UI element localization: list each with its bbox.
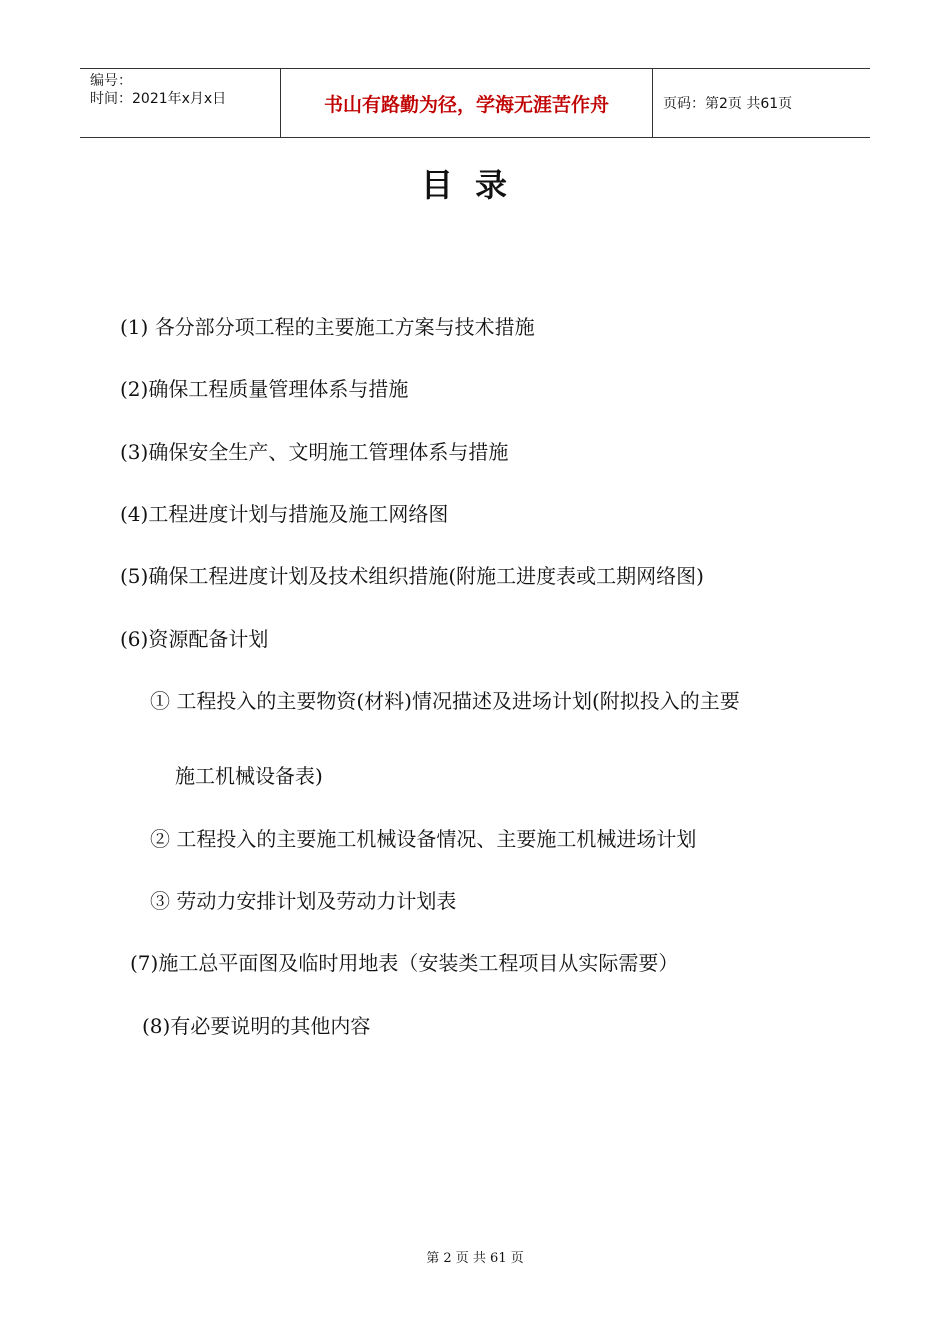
date-label: 时间：2021年x月x日: [90, 91, 227, 107]
toc-item-4: (4)工程进度计划与措施及施工网络图: [120, 502, 449, 526]
page-title: 目录: [420, 166, 529, 204]
toc-subitem-2: ② 工程投入的主要施工机械设备情况、主要施工机械进场计划: [150, 827, 697, 851]
toc-item-8: (8)有必要说明的其他内容: [142, 1014, 371, 1038]
header-page-info: 页码：第2页 共61页: [663, 96, 793, 112]
header-meta: [80, 69, 281, 137]
toc-item-1: (1) 各分部分项工程的主要施工方案与技术措施: [120, 315, 535, 339]
toc-item-6: (6)资源配备计划: [120, 627, 269, 651]
toc-item-2: (2)确保工程质量管理体系与措施: [120, 377, 409, 401]
page-header: [80, 68, 870, 138]
header-motto: 书山有路勤为径，学海无涯苦作舟: [281, 69, 653, 137]
serial-number-label: 编号：: [90, 73, 132, 89]
page-footer: 第 2 页 共 61 页: [426, 1251, 524, 1266]
toc-subitem-1-continued: 施工机械设备表): [175, 764, 323, 788]
toc-subitem-3: ③ 劳动力安排计划及劳动力计划表: [150, 889, 457, 913]
toc-item-3: (3)确保安全生产、文明施工管理体系与措施: [120, 440, 509, 464]
toc-item-5: (5)确保工程进度计划及技术组织措施(附施工进度表或工期网络图): [120, 564, 704, 588]
toc-subitem-1: ① 工程投入的主要物资(材料)情况描述及进场计划(附拟投入的主要: [150, 689, 740, 713]
toc-item-7: (7)施工总平面图及临时用地表（安装类工程项目从实际需要）: [130, 951, 679, 975]
